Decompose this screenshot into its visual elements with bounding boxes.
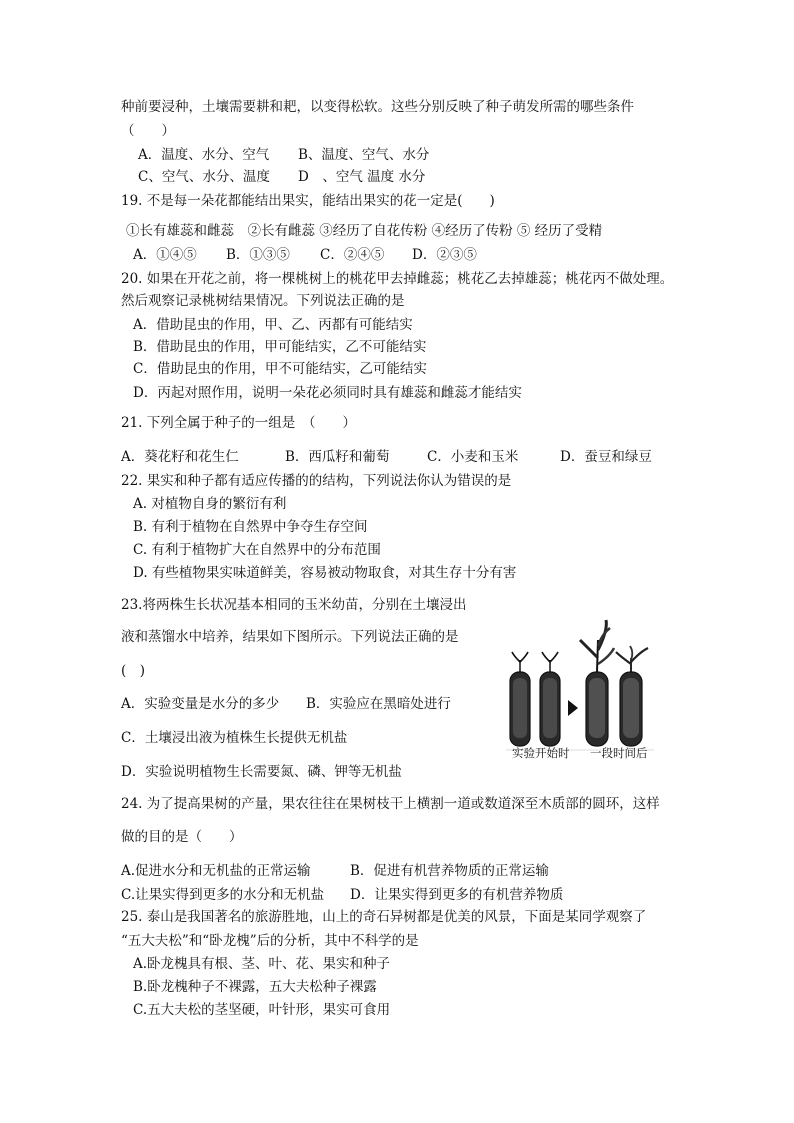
q23-option-d: D．实验说明植物生长需要氮、磷、钾等无机盐 [121, 764, 402, 780]
test-tube-4 [616, 646, 648, 746]
q23-stem-line1: 23.将两株生长状况基本相同的玉米幼苗，分别在土壤浸出 [121, 597, 467, 613]
q18-option-c: C、空气、水分、温度 [138, 169, 270, 185]
q18-stem: 种前要浸种，土壤需要耕和耙，以变得松软。这些分别反映了种子萌发所需的哪些条件 [121, 99, 634, 115]
q21-option-d: D．蚕豆和绿豆 [560, 449, 652, 465]
q23-stem-line2: 液和蒸馏水中培养，结果如下图所示。下列说法正确的是 [121, 629, 459, 645]
q20-option-c: C．借助昆虫的作用，甲不可能结实，乙可能结实 [133, 361, 427, 377]
q22-option-a: A. 对植物自身的繁衍有利 [133, 496, 287, 512]
q20-option-a: A．借助昆虫的作用，甲、乙、丙都有可能结实 [133, 317, 413, 333]
q20-stem-line1: 20. 如果在开花之前，将一棵桃树上的桃花甲去掉雌蕊；桃花乙去掉雄蕊；桃花丙不做处理。 [121, 271, 674, 287]
q24-option-a: A.促进水分和无机盐的正常运输 [121, 863, 311, 879]
q20-option-b: B．借助昆虫的作用，甲可能结实，乙不可能结实 [133, 339, 427, 355]
figure-caption-after: 一段时间后 [590, 746, 648, 760]
q22-stem: 22. 果实和种子都有适应传播的的结构，下列说法你认为错误的是 [121, 473, 512, 489]
q19-stem: 19. 不是每一朵花都能结出果实，能结出果实的花一定是( ) [121, 193, 495, 209]
q23-option-c: C．土壤浸出液为植株生长提供无机盐 [121, 730, 348, 746]
q25-stem-line2: “五大夫松”和“卧龙槐”后的分析，其中不科学的是 [121, 933, 419, 949]
arrow-right-icon [568, 700, 578, 716]
q24-option-d: D．让果实得到更多的有机营养物质 [350, 887, 564, 903]
q23-option-a: A．实验变量是水分的多少 [121, 696, 280, 712]
q19-option-d: D．②③⑤ [412, 247, 477, 263]
figure-caption-start: 实验开始时 [512, 746, 570, 760]
q22-option-c: C. 有利于植物扩大在自然界中的分布范围 [133, 542, 381, 558]
q20-stem-line2: 然后观察记录桃树结果情况。下列说法正确的是 [121, 293, 405, 309]
test-tube-2 [540, 652, 560, 746]
q19-option-b: B．①③⑤ [226, 247, 290, 263]
q24-option-c: C.让果实得到更多的水分和无机盐 [121, 887, 325, 903]
test-tube-3 [580, 620, 614, 746]
q18-option-d: D 、空气 温度 水分 [298, 169, 426, 185]
q18-blank: （ ） [121, 123, 175, 139]
q21-stem: 21. 下列全属于种子的一组是 （ ） [121, 415, 357, 431]
q23-option-b: B．实验应在黑暗处进行 [306, 696, 451, 712]
test-tube-1 [510, 652, 530, 746]
q24-stem-line1: 24. 为了提高果树的产量，果农往往在果树枝干上横割一道或数道深至木质部的圆环，这样 [121, 796, 660, 812]
q18-option-b: B、温度、空气、水分 [298, 147, 430, 163]
q25-stem-line1: 25. 泰山是我国著名的旅游胜地，山上的奇石异树都是优美的风景，下面是某同学观察了 [121, 909, 647, 925]
q19-option-a: A．①④⑤ [133, 247, 197, 263]
q18-option-a: A．温度、水分、空气 [138, 147, 270, 163]
q19-option-c: C．②④⑤ [320, 247, 385, 263]
q21-option-b: B．西瓜籽和葡萄 [285, 449, 390, 465]
q20-option-d: D．丙起对照作用，说明一朵花必须同时具有雄蕊和雌蕊才能结实 [133, 385, 522, 401]
q24-option-b: B．促进有机营养物质的正常运输 [350, 863, 549, 879]
seedling-test-tube-figure [506, 618, 654, 764]
q21-option-a: A．葵花籽和花生仁 [121, 449, 239, 465]
q22-option-b: B. 有利于植物在自然界中争夺生存空间 [133, 519, 368, 535]
q21-option-c: C．小麦和玉米 [427, 449, 519, 465]
q24-stem-line2: 做的目的是（ ） [121, 829, 243, 845]
q22-option-d: D. 有些植物果实味道鲜美，容易被动物取食，对其生存十分有害 [133, 565, 517, 581]
q23-blank: ( ) [121, 663, 146, 679]
q25-option-c: C.五大夫松的茎坚硬，叶针形，果实可食用 [133, 1002, 391, 1018]
q25-option-b: B.卧龙槐种子不裸露，五大夫松种子裸露 [133, 979, 377, 995]
q19-items: ①长有雄蕊和雌蕊 ②长有雌蕊 ③经历了自花传粉 ④经历了传粉 ⑤ 经历了受精 [126, 223, 603, 239]
q25-option-a: A.卧龙槐具有根、茎、叶、花、果实和种子 [133, 956, 391, 972]
